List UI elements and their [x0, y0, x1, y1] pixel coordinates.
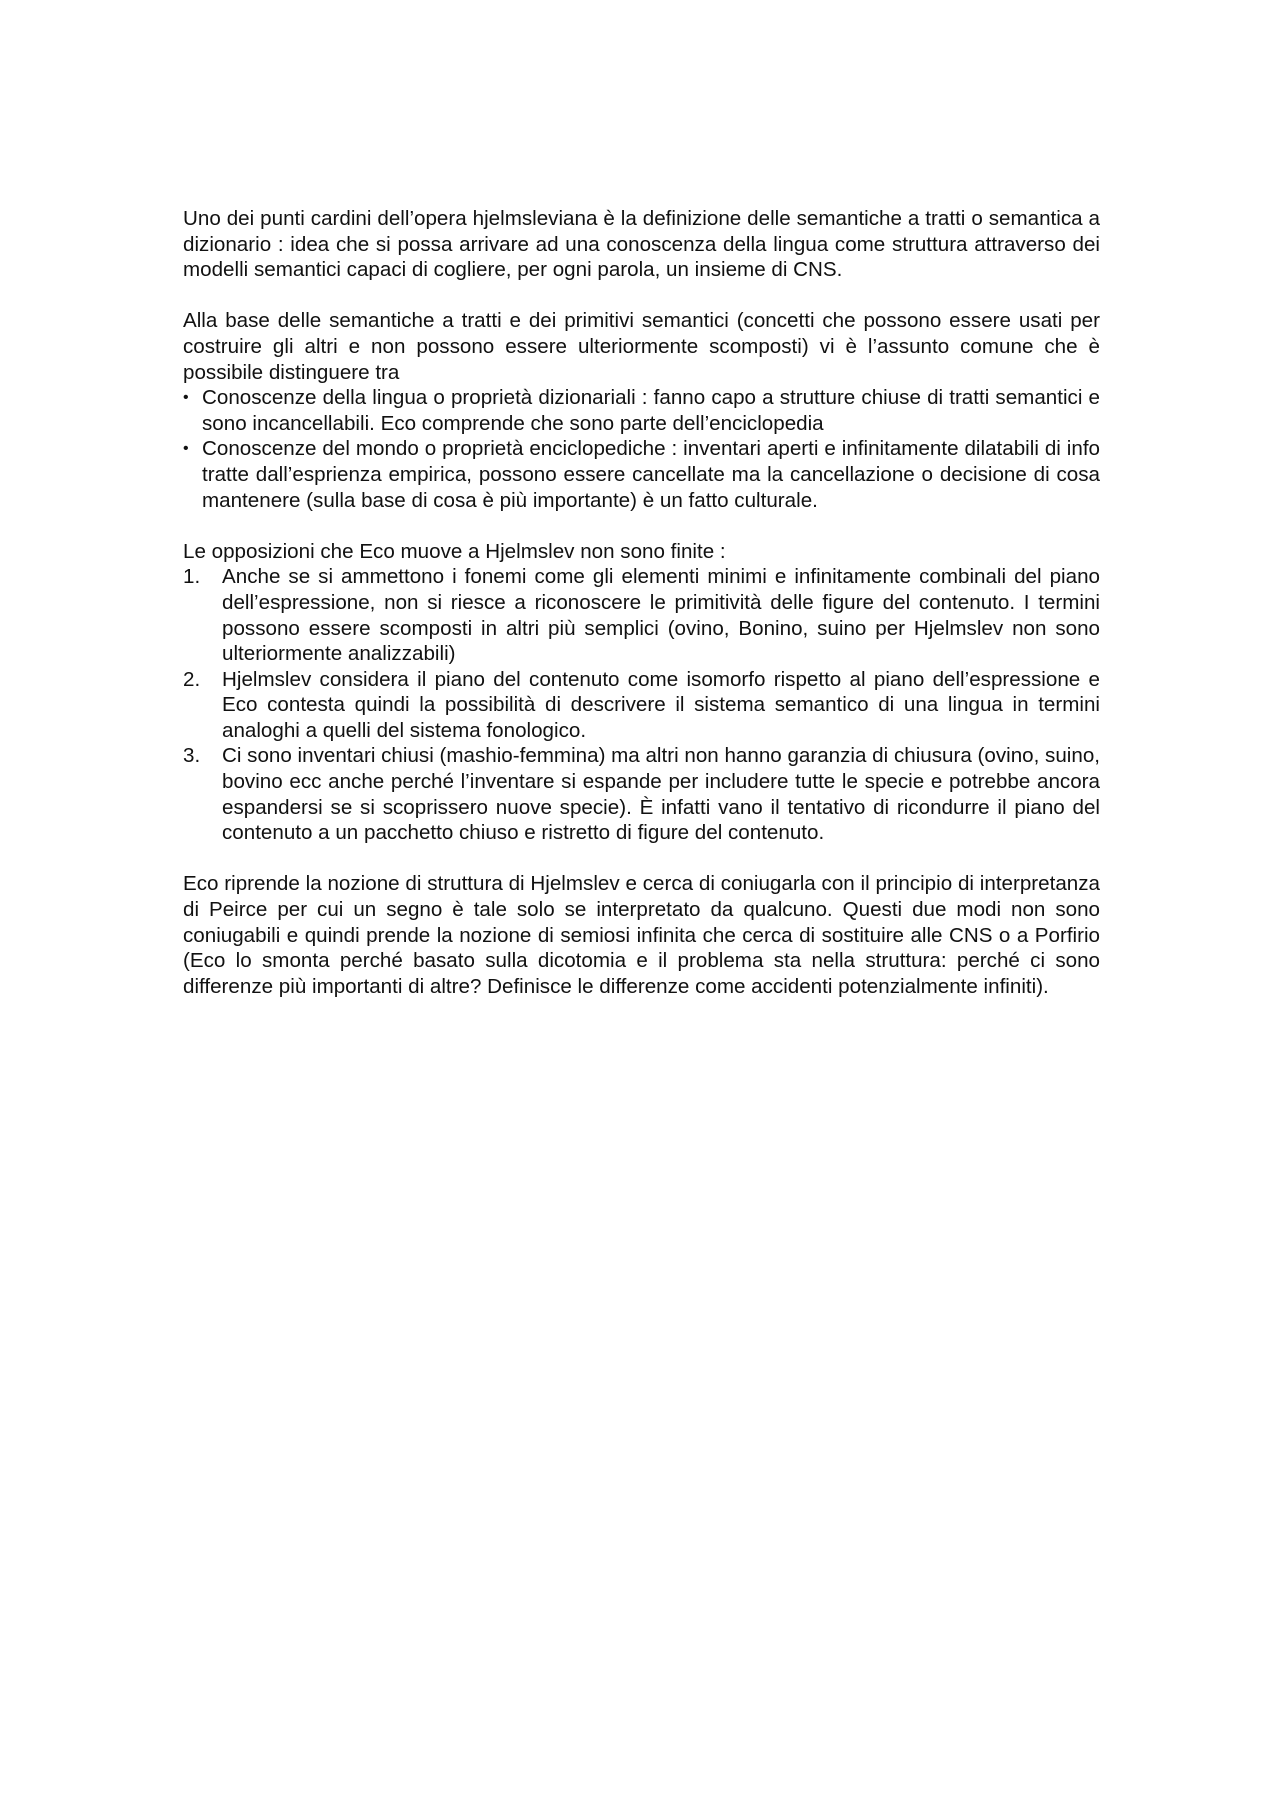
item-number: 3.: [183, 744, 201, 768]
bullet-list: [183, 385, 1100, 513]
bullet-text: Conoscenze del mondo o proprietà enciclopediche : inventari aperti e infinitamente dilatabili di info tratte dall’esprienza empirica, possono essere cancellate ma la cancellazione o decisione di cosa mantenere (sulla base di cosa è più importante) è un fatto culturale.: [202, 437, 1100, 512]
list-item: [183, 385, 1100, 436]
bullet-text: Conoscenze della lingua o proprietà dizionariali : fanno capo a strutture chiuse di tratti semantici e sono incancellabili. Eco comprende che sono parte dell’enciclopedia: [202, 386, 1100, 435]
list-item: [183, 436, 1100, 513]
paragraph-oppositions: Le opposizioni che Eco muove a Hjelmslev non sono finite :: [183, 539, 726, 563]
paragraph-intro: Uno dei punti cardini dell’opera hjelmsleviana è la definizione delle semantiche a tratti o semantica a dizionario : idea che si possa arrivare ad una conoscenza della lingua come struttura attraverso dei modelli semantici capaci di cogliere, per ogni parola, un insieme di CNS.: [183, 207, 1100, 282]
bullet-marker: •: [183, 440, 189, 458]
item-number: 2.: [183, 667, 201, 691]
paragraph-conclusion: Eco riprende la nozione di struttura di Hjelmslev e cerca di coniugarla con il principio di interpretanza di Peirce per cui un segno è tale solo se interpretato da qualcuno. Questi due modi non sono coniugabili e quindi prende la nozione di semiosi infinita che cerca di sostituire alle CNS o a Porfirio (Eco lo smonta perché basato sulla dicotomia e il problema sta nella struttura: perché ci sono differenze più importanti di altre? Definisce le differenze come accidenti potenzialmente infiniti).: [183, 872, 1100, 998]
item-number: 1.: [183, 565, 201, 589]
bullet-marker: •: [183, 389, 189, 407]
paragraph-semantics-basis: Alla base delle semantiche a tratti e dei primitivi semantici (concetti che possono essere usati per costruire gli altri e non possono essere ulteriormente scomposti) vi è l’assunto comune che è possibile distinguere tra: [183, 309, 1100, 384]
document-body: [183, 206, 1100, 1025]
item-text: Anche se si ammettono i fonemi come gli elementi minimi e infinitamente combinali del piano dell’espressione, non si riesce a riconoscere le primitività delle figure del contenuto. I termini possono essere scomposti in altri più semplici (ovino, Bonino, suino per Hjelmslev non sono ulteriormente analizzabili): [222, 565, 1100, 666]
list-item: [183, 564, 1100, 666]
list-item: [183, 743, 1100, 845]
list-item: [183, 667, 1100, 744]
item-text: Hjelmslev considera il piano del contenuto come isomorfo rispetto al piano dell’espressione e Eco contesta quindi la possibilità di descrivere il sistema semantico di una lingua in termini analoghi a quelli del sistema fonologico.: [222, 667, 1100, 742]
item-text: Ci sono inventari chiusi (mashio-femmina) ma altri non hanno garanzia di chiusura (ovino, suino, bovino ecc anche perché l’inventare si espande per includere tutte le specie e potrebbe ancora espandersi se si scoprissero nuove specie). È infatti vano il tentativo di ricondurre il piano del contenuto a un pacchetto chiuso e ristretto di figure del contenuto.: [222, 744, 1100, 845]
numbered-list: [183, 564, 1100, 846]
